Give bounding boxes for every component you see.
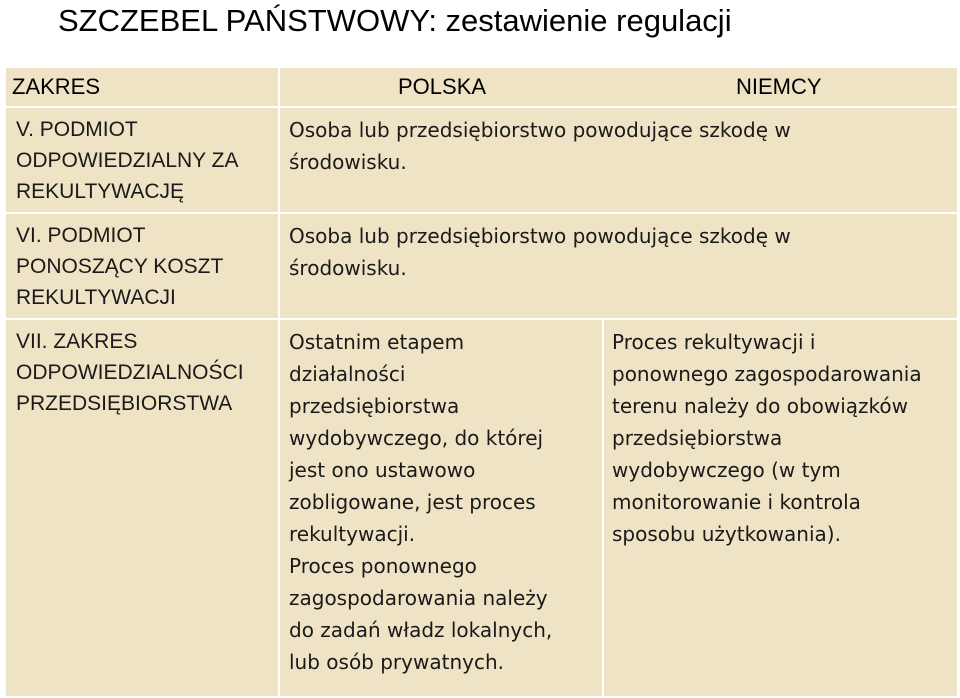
row-label-line: ODPOWIEDZIALNY ZA <box>16 149 239 172</box>
cell-line: środowisku. <box>289 256 407 280</box>
cell-line: wydobywczego, do której <box>289 426 544 450</box>
column-divider <box>278 68 280 696</box>
cell-line: Proces rekultywacji i <box>612 330 816 354</box>
row-divider <box>6 318 957 320</box>
cell-line: terenu należy do obowiązków <box>612 394 909 418</box>
cell-line: do zadań władz lokalnych, <box>289 618 553 642</box>
row-label-line: PRZEDSIĘBIORSTWA <box>16 392 233 415</box>
row-label-line: REKULTYWACJĘ <box>16 180 185 203</box>
page-title: SZCZEBEL PAŃSTWOWY: zestawienie regulacji <box>58 3 732 38</box>
column-divider <box>602 318 604 696</box>
cell-polska-podmiot-odpowiedzialny <box>289 114 949 178</box>
cell-line: przedsiębiorstwa <box>289 394 460 418</box>
cell-line: zobligowane, jest proces <box>289 490 536 514</box>
cell-line: zagospodarowania należy <box>289 586 548 610</box>
cell-line: monitorowanie i kontrola <box>612 490 861 514</box>
cell-line: lub osób prywatnych. <box>289 650 504 674</box>
row-label-zakres-odpowiedzialnosci <box>16 326 274 419</box>
cell-line: ponownego zagospodarowania <box>612 362 922 386</box>
cell-line: Proces ponownego <box>289 554 477 578</box>
regulation-table <box>6 68 957 696</box>
row-label-podmiot-ponoszacy-koszt <box>16 220 274 313</box>
cell-line: jest ono ustawowo <box>289 458 476 482</box>
row-divider <box>6 212 957 214</box>
header-niemcy: NIEMCY <box>736 74 822 99</box>
row-label-line: V. PODMIOT <box>16 118 138 141</box>
cell-line: działalności <box>289 362 406 386</box>
cell-line: wydobywczego (w tym <box>612 458 841 482</box>
cell-line: Osoba lub przedsiębiorstwo powodujące szkodę w <box>289 118 791 142</box>
cell-niemcy-zakres-odpowiedzialnosci <box>612 326 954 550</box>
cell-line: przedsiębiorstwa <box>612 426 783 450</box>
row-label-line: VI. PODMIOT <box>16 224 146 247</box>
cell-polska-podmiot-ponoszacy-koszt <box>289 220 949 284</box>
row-label-line: REKULTYWACJI <box>16 286 176 309</box>
row-label-line: VII. ZAKRES <box>16 330 138 353</box>
row-label-line: PONOSZĄCY KOSZT <box>16 255 224 278</box>
cell-line: Ostatnim etapem <box>289 330 465 354</box>
cell-polska-zakres-odpowiedzialnosci <box>289 326 599 678</box>
row-label-line: ODPOWIEDZIALNOŚCI <box>16 361 244 384</box>
row-divider <box>6 106 957 108</box>
cell-line: rekultywacji. <box>289 522 416 546</box>
header-polska: POLSKA <box>398 74 487 99</box>
header-zakres: ZAKRES <box>12 74 101 99</box>
row-label-podmiot-odpowiedzialny <box>16 114 274 207</box>
cell-line: Osoba lub przedsiębiorstwo powodujące szkodę w <box>289 224 791 248</box>
cell-line: środowisku. <box>289 150 407 174</box>
cell-line: sposobu użytkowania). <box>612 522 841 546</box>
